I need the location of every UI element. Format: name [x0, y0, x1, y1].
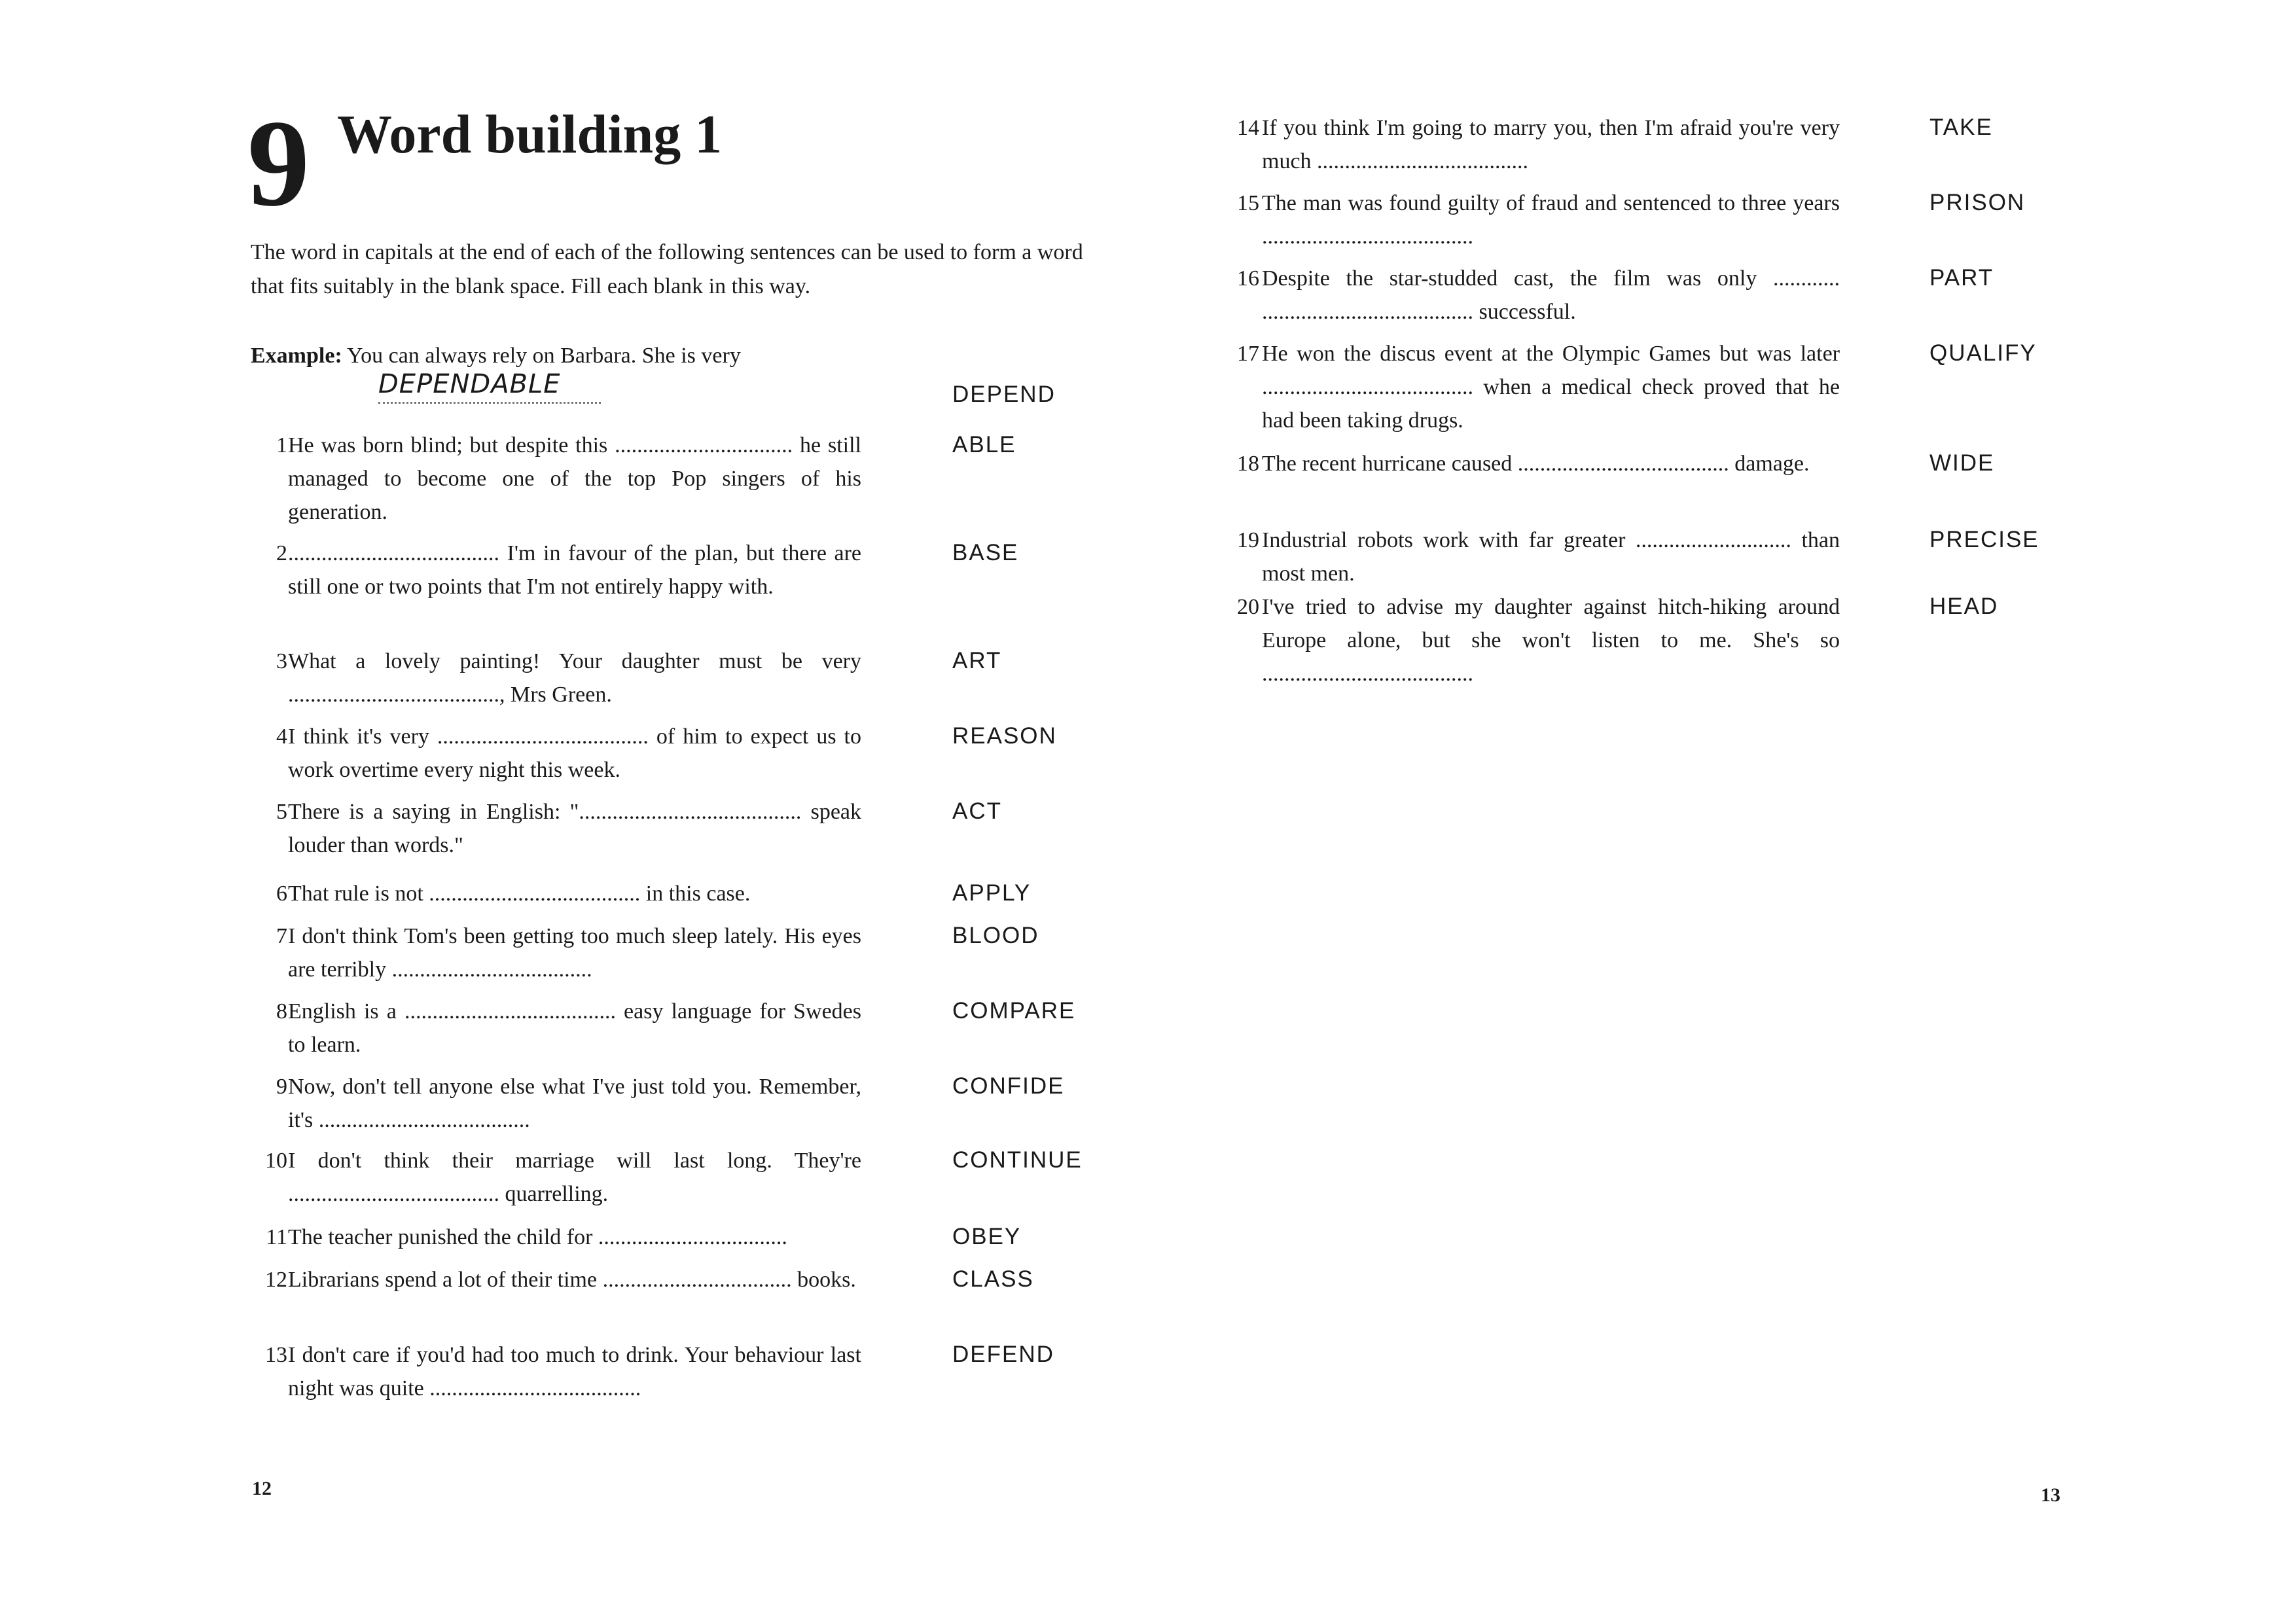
item-sentence: If you think I'm going to marry you, then I'm afraid you're very much ...................................... — [1262, 116, 1840, 173]
item-number: 20 — [1237, 595, 1259, 619]
item-number: 1 — [276, 433, 287, 457]
item-sentence: The recent hurricane caused ...................................... damage. — [1262, 452, 1810, 476]
item-capital-word: REASON — [952, 723, 1057, 749]
item-sentence: Despite the star-studded cast, the film was only ............ ...................................... successful. — [1262, 266, 1840, 324]
item-sentence: I don't think Tom's been getting too much sleep lately. His eyes are terribly .................................... — [288, 924, 861, 982]
page-number-right: 13 — [2041, 1484, 2060, 1506]
item-number: 14 — [1237, 116, 1259, 140]
item-number: 7 — [276, 924, 287, 948]
item-number: 5 — [276, 800, 287, 824]
example-answer: DEPENDABLE — [378, 369, 561, 399]
example — [251, 339, 859, 399]
item-number: 18 — [1237, 452, 1259, 476]
item-number: 19 — [1237, 528, 1259, 552]
example-label: Example: — [251, 344, 342, 368]
item-sentence: He was born blind; but despite this ................................ he still managed to become one of the top Pop singers of his generation. — [288, 433, 861, 524]
item-capital-word: PART — [1929, 265, 1994, 291]
item-sentence: Industrial robots work with far greater ............................ than most men. — [1262, 528, 1840, 586]
item-number: 4 — [276, 724, 287, 749]
item-capital-word: CONTINUE — [952, 1147, 1083, 1173]
item-sentence: English is a ...................................... easy language for Swedes to learn. — [288, 999, 861, 1057]
item-number: 6 — [276, 882, 287, 906]
instructions: The word in capitals at the end of each of the following sentences can be used to form a word that fits suitably in the blank space. Fill each blank in this way. — [251, 240, 1083, 298]
item-number: 2 — [276, 541, 287, 565]
item-number: 9 — [276, 1075, 287, 1099]
item-capital-word: TAKE — [1929, 115, 1993, 140]
chapter-title: Word building 1 — [337, 104, 723, 165]
chapter-number: 9 — [247, 95, 307, 232]
item-number: 16 — [1237, 266, 1259, 291]
item-capital-word: PRISON — [1929, 190, 2026, 215]
item-capital-word: QUALIFY — [1929, 340, 2037, 366]
page-number-left: 12 — [252, 1478, 272, 1499]
item-sentence: I don't care if you'd had too much to drink. Your behaviour last night was quite ...................................... — [288, 1343, 861, 1400]
item-capital-word: BLOOD — [952, 923, 1039, 948]
item-sentence: Now, don't tell anyone else what I've just told you. Remember, it's ...................................... — [288, 1075, 861, 1132]
item-sentence: Librarians spend a lot of their time .................................. books. — [288, 1268, 856, 1292]
item-sentence: That rule is not ...................................... in this case. — [288, 882, 751, 906]
item-sentence: The man was found guilty of fraud and sentenced to three years ...................................... — [1262, 191, 1840, 249]
item-number: 8 — [276, 999, 287, 1024]
item-sentence: The teacher punished the child for .................................. — [288, 1225, 787, 1249]
item-capital-word: OBEY — [952, 1224, 1022, 1249]
item-number: 10 — [265, 1149, 287, 1173]
item-capital-word: HEAD — [1929, 594, 1999, 619]
item-number: 11 — [266, 1225, 287, 1249]
item-capital-word: CLASS — [952, 1266, 1034, 1292]
item-capital-word: APPLY — [952, 880, 1031, 906]
item-sentence: There is a saying in English: "........................................ speak louder than words." — [288, 800, 861, 857]
item-sentence: I don't think their marriage will last long. They're ...................................... quarrelling. — [288, 1149, 861, 1206]
item-number: 17 — [1237, 342, 1259, 366]
item-number: 3 — [276, 649, 287, 673]
item-sentence: I've tried to advise my daughter against hitch-hiking around Europe alone, but she won't listen to me. She's so ...................................... — [1262, 595, 1840, 686]
item-number: 15 — [1237, 191, 1259, 215]
item-capital-word: COMPARE — [952, 998, 1076, 1024]
item-capital-word: ART — [952, 648, 1002, 673]
item-capital-word: BASE — [952, 540, 1019, 565]
example-text: You can always rely on Barbara. She is very — [347, 344, 741, 368]
item-sentence: ...................................... I'm in favour of the plan, but there are still one or two points that I'm not entirely happy with. — [288, 541, 861, 599]
item-capital-word: PRECISE — [1929, 527, 2039, 552]
item-number: 13 — [265, 1343, 287, 1367]
item-sentence: He won the discus event at the Olympic Games but was later ...................................... when a medical check proved that he had been taking drugs. — [1262, 342, 1840, 433]
item-capital-word: CONFIDE — [952, 1073, 1065, 1099]
item-capital-word: ABLE — [952, 432, 1016, 457]
item-sentence: What a lovely painting! Your daughter must be very ......................................, Mrs Green. — [288, 649, 861, 707]
item-number: 12 — [265, 1268, 287, 1292]
example-word: DEPEND — [952, 382, 1056, 407]
item-sentence: I think it's very ...................................... of him to expect us to work overtime every night this week. — [288, 724, 861, 782]
item-capital-word: ACT — [952, 798, 1002, 824]
item-capital-word: DEFEND — [952, 1342, 1054, 1367]
item-capital-word: WIDE — [1929, 450, 1995, 476]
example-blank — [378, 402, 601, 404]
